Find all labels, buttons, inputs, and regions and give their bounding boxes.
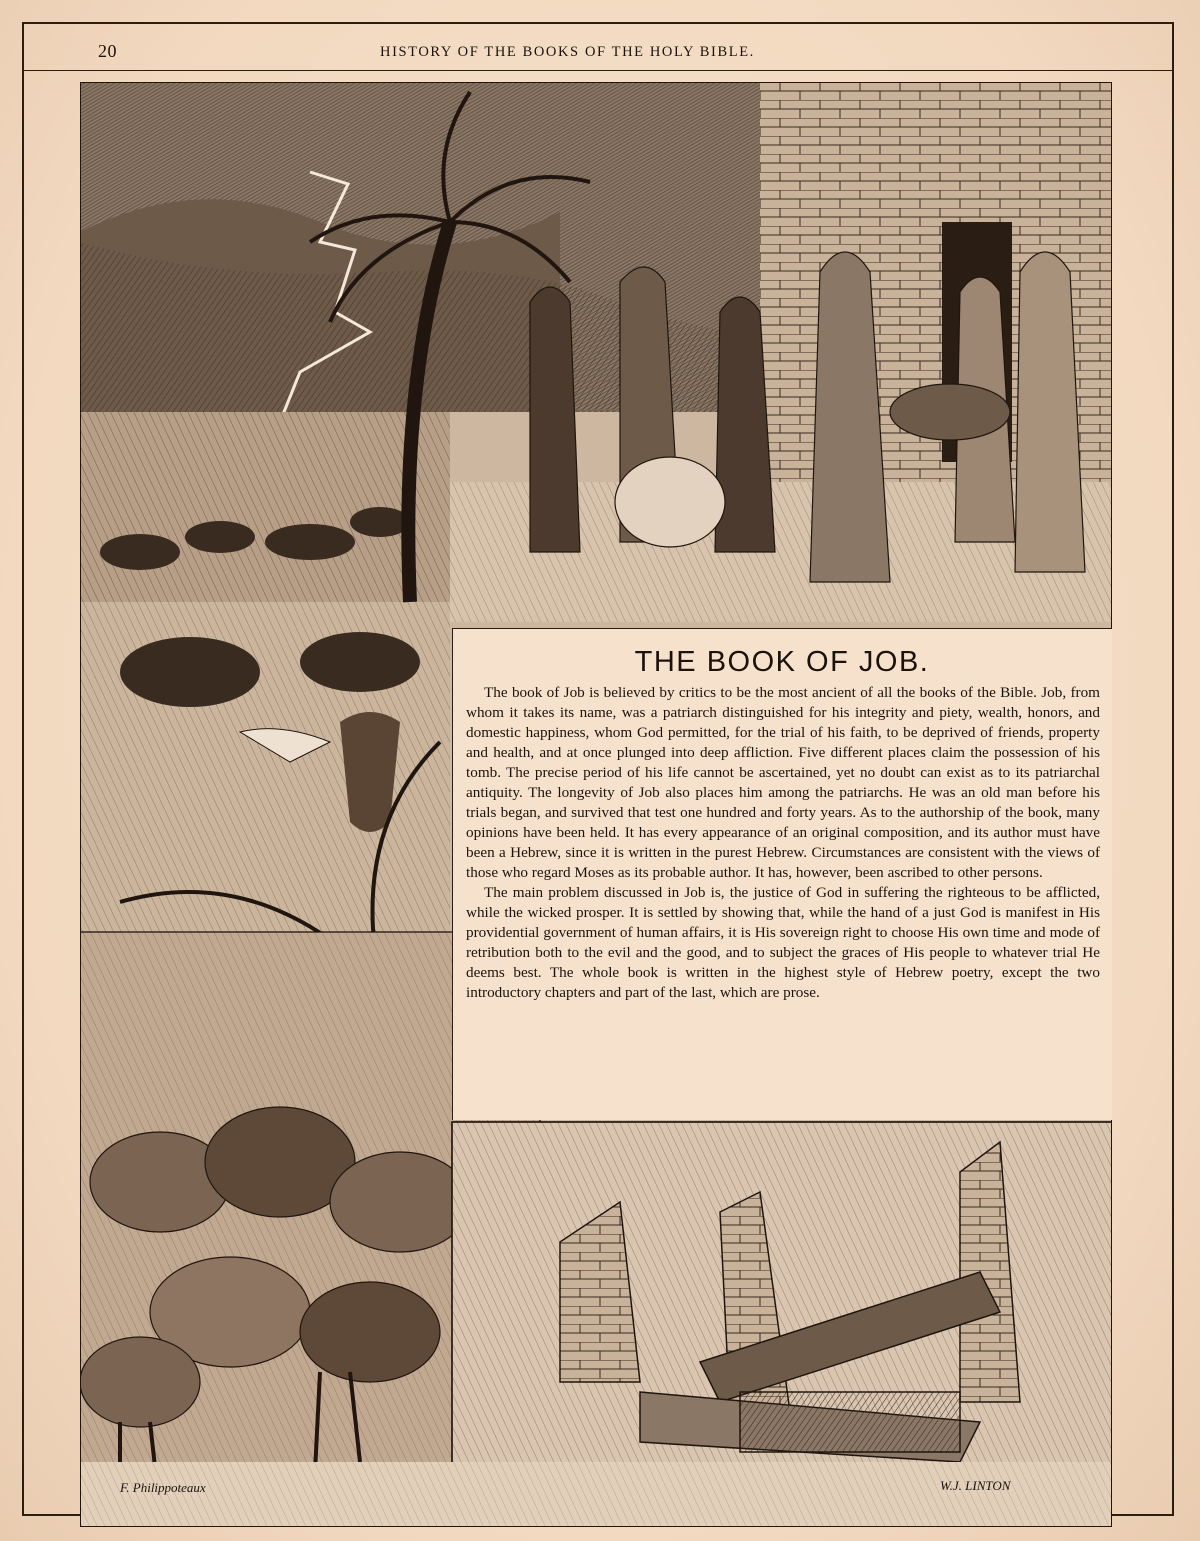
paragraph-2: The main problem discussed in Job is, the justice of God in suffering the righteous to be afflicted, while the wicked prosper. It is settled by showing that, while the hand of a just God is manifest in His providential government of human affairs, it is His sovereign right to choose His own time and mode of retribution both to the evil and the good, and to subject the graces of His people to whatever trial He deems best. The whole book is written in the highest style of Hebrew poetry, except the two introductory chapters and part of the last, which are prose.: [466, 884, 1100, 1001]
page-number: 20: [98, 41, 117, 61]
distant-raiders: [80, 412, 450, 602]
body-text: [466, 683, 1100, 1003]
chapter-title: THE BOOK OF JOB.: [634, 646, 930, 678]
engraver-signature-left: F. Philippoteaux: [120, 1480, 206, 1495]
running-title: HISTORY OF THE BOOKS OF THE HOLY BIBLE.: [380, 44, 755, 60]
engraver-signature-right: W.J. LINTON: [940, 1478, 1011, 1493]
header-rule: [24, 70, 1172, 71]
fleeing-cattle: [80, 602, 450, 932]
paragraph-1: The book of Job is believed by critics to be the most ancient of all the books of the Bible. Job, from whom it takes its name, was a patriarch distinguished for his integrity and piety, wealth, honors, and domestic happiness, whom God permitted, for the trial of his faith, to be deprived of friends, property and health, and at once plunged into deep affliction. Five different places claim the possession of his tomb. The precise period of his life cannot be ascertained, yet no doubt can exist as to its patriarchal antiquity. The longevity of Job also places him among the patriarchs. He was an old man before his trials began, and survived that test one hundred and forty years. As to the authorship of the book, many opinions have been held. It has every appearance of an original composition, and its author must have been a Hebrew, since it is written in the purest Hebrew. Circumstances are consistent with the views of those who regard Moses as its probable author. It has, however, been ascribed to other persons.: [466, 684, 1100, 881]
